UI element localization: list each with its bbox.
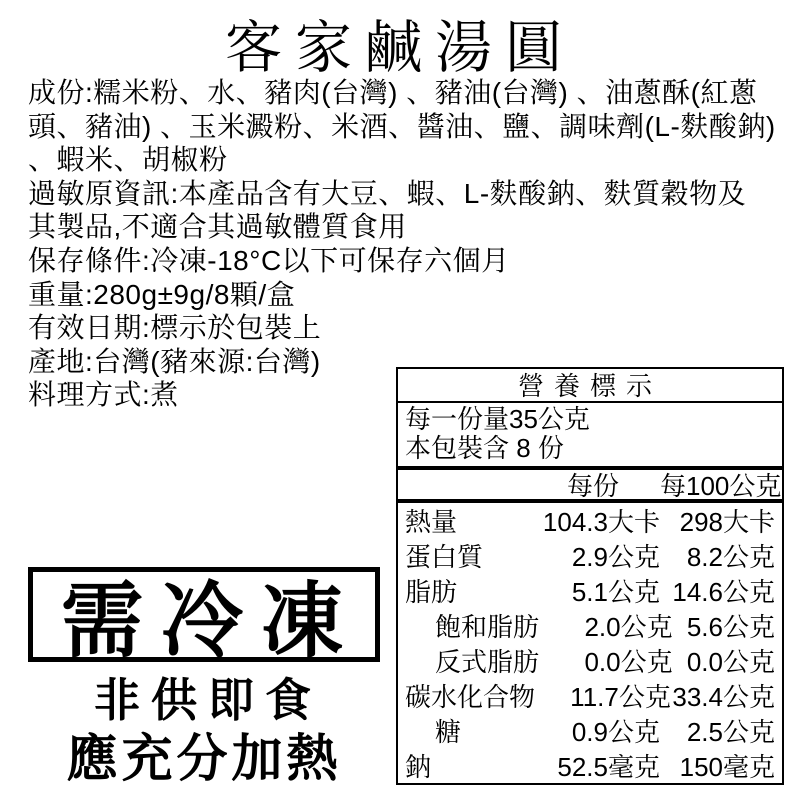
nutrition-row-fat: 脂肪 5.1公克 14.6公克 bbox=[405, 577, 775, 607]
expiry-date-line: 有效日期:標示於包裝上 bbox=[28, 312, 322, 344]
keep-frozen-badge: 需冷凍 bbox=[28, 567, 380, 662]
origin-line: 產地:台灣(豬來源:台灣) bbox=[28, 345, 321, 377]
col-header-per-100g: 每100公克 bbox=[660, 471, 782, 501]
ingredients-line: 頭、豬油) 、玉米澱粉、米酒、醬油、鹽、調味劑(L-麩酸鈉) bbox=[28, 110, 776, 142]
nutrition-row-carbohydrate: 碳水化合物 11.7公克 33.4公克 bbox=[405, 682, 775, 712]
col-header-per-serving: 每份 bbox=[566, 471, 619, 501]
product-title: 客家鹹湯圓 bbox=[225, 16, 575, 80]
ingredients-line: 成份:糯米粉、水、豬肉(台灣) 、豬油(台灣) 、油蔥酥(紅蔥 bbox=[28, 77, 758, 108]
nutrition-row-sodium: 鈉 52.5毫克 150毫克 bbox=[405, 752, 775, 782]
ingredients-line: 、蝦米、胡椒粉 bbox=[28, 144, 228, 176]
cooking-method-line: 料理方式:煮 bbox=[28, 379, 179, 411]
serving-size: 每一份量35公克 bbox=[405, 404, 590, 434]
nutrition-row-trans-fat: 反式脂肪 0.0公克 0.0公克 bbox=[435, 647, 775, 677]
nutrition-rows bbox=[398, 503, 782, 783]
allergen-line: 過敏原資訊:本產品含有大豆、蝦、L-麩酸鈉、麩質穀物及 bbox=[28, 177, 747, 209]
heat-thoroughly-text: 應充分加熱 bbox=[66, 730, 342, 787]
weight-line: 重量:280g±9g/8顆/盒 bbox=[28, 278, 296, 310]
servings-per-package: 本包裝含 8 份 bbox=[405, 433, 564, 463]
not-ready-to-eat-text: 非供即食 bbox=[94, 674, 322, 726]
storage-condition-line: 保存條件:冷凍-18°C以下可保存六個月 bbox=[28, 244, 510, 276]
nutrition-column-headers bbox=[398, 470, 782, 503]
serving-info bbox=[398, 403, 782, 470]
nutrition-facts-table bbox=[396, 367, 784, 785]
nutrition-row-calories: 熱量 104.3大卡 298大卡 bbox=[405, 507, 775, 537]
product-info-block bbox=[28, 76, 776, 412]
nutrition-row-sugar: 糖 0.9公克 2.5公克 bbox=[435, 717, 775, 747]
allergen-line: 其製品,不適合其過敏體質食用 bbox=[28, 211, 407, 243]
nutrition-row-protein: 蛋白質 2.9公克 8.2公克 bbox=[405, 542, 775, 572]
nutrition-row-saturated-fat: 飽和脂肪 2.0公克 5.6公克 bbox=[435, 612, 775, 642]
nutrition-table-title: 營養標示 bbox=[398, 369, 782, 403]
